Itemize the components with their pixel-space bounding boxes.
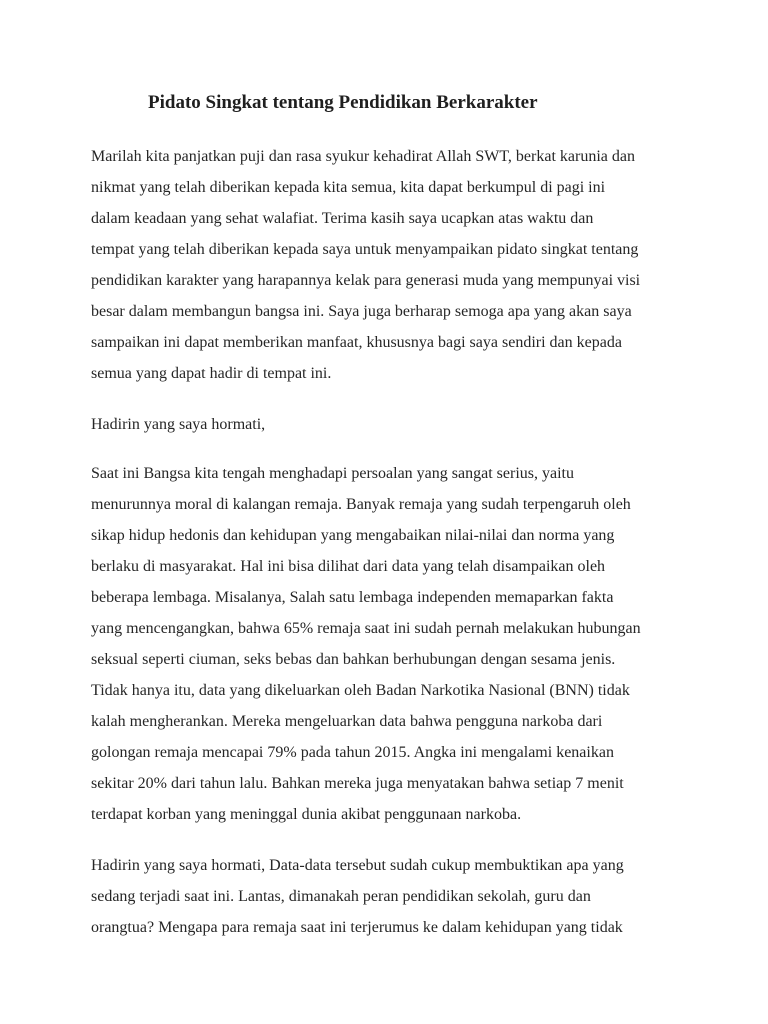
text-line: berlaku di masyarakat. Hal ini bisa dilihat dari data yang telah disampaikan oleh xyxy=(91,558,606,575)
text-line: menurunnya moral di kalangan remaja. Banyak remaja yang sudah terpengaruh oleh xyxy=(91,496,631,513)
text-line: tempat yang telah diberikan kepada saya untuk menyampaikan pidato singkat tentang xyxy=(91,241,639,258)
text-line: orangtua? Mengapa para remaja saat ini terjerumus ke dalam kehidupan yang tidak xyxy=(91,919,623,936)
text-line: dalam keadaan yang sehat walafiat. Terima kasih saya ucapkan atas waktu dan xyxy=(91,210,594,227)
paragraph-problem xyxy=(91,458,711,830)
text-line: Hadirin yang saya hormati, Data-data tersebut sudah cukup membuktikan apa yang xyxy=(91,857,624,874)
text-line: semua yang dapat hadir di tempat ini. xyxy=(91,365,332,382)
text-line: Saat ini Bangsa kita tengah menghadapi persoalan yang sangat serius, yaitu xyxy=(91,465,574,482)
text-line: sedang terjadi saat ini. Lantas, dimanakah peran pendidikan sekolah, guru dan xyxy=(91,888,591,905)
text-line: Tidak hanya itu, data yang dikeluarkan oleh Badan Narkotika Nasional (BNN) tidak xyxy=(91,682,630,699)
text-line: Hadirin yang saya hormati, xyxy=(91,416,266,433)
text-line: pendidikan karakter yang harapannya kelak para generasi muda yang mempunyai visi xyxy=(91,272,641,289)
paragraph-opening xyxy=(91,141,711,389)
document-title: Pidato Singkat tentang Pendidikan Berkarakter xyxy=(148,92,538,113)
text-line: sekitar 20% dari tahun lalu. Bahkan mereka juga menyatakan bahwa setiap 7 menit xyxy=(91,775,624,792)
text-line: besar dalam membangun bangsa ini. Saya juga berharap semoga apa yang akan saya xyxy=(91,303,632,320)
text-line: Marilah kita panjatkan puji dan rasa syukur kehadirat Allah SWT, berkat karunia dan xyxy=(91,148,635,165)
paragraph-salutation xyxy=(91,409,711,440)
text-line: beberapa lembaga. Misalanya, Salah satu lembaga independen memaparkan fakta xyxy=(91,589,614,606)
paragraph-question xyxy=(91,850,711,943)
text-line: yang mencengangkan, bahwa 65% remaja saat ini sudah pernah melakukan hubungan xyxy=(91,620,641,637)
text-line: seksual seperti ciuman, seks bebas dan bahkan berhubungan dengan sesama jenis. xyxy=(91,651,616,668)
text-line: sampaikan ini dapat memberikan manfaat, khususnya bagi saya sendiri dan kepada xyxy=(91,334,622,351)
text-line: sikap hidup hedonis dan kehidupan yang mengabaikan nilai-nilai dan norma yang xyxy=(91,527,615,544)
text-line: nikmat yang telah diberikan kepada kita semua, kita dapat berkumpul di pagi ini xyxy=(91,179,606,196)
text-line: golongan remaja mencapai 79% pada tahun 2015. Angka ini mengalami kenaikan xyxy=(91,744,614,761)
text-line: terdapat korban yang meninggal dunia akibat penggunaan narkoba. xyxy=(91,806,522,823)
text-line: kalah mengherankan. Mereka mengeluarkan data bahwa pengguna narkoba dari xyxy=(91,713,603,730)
